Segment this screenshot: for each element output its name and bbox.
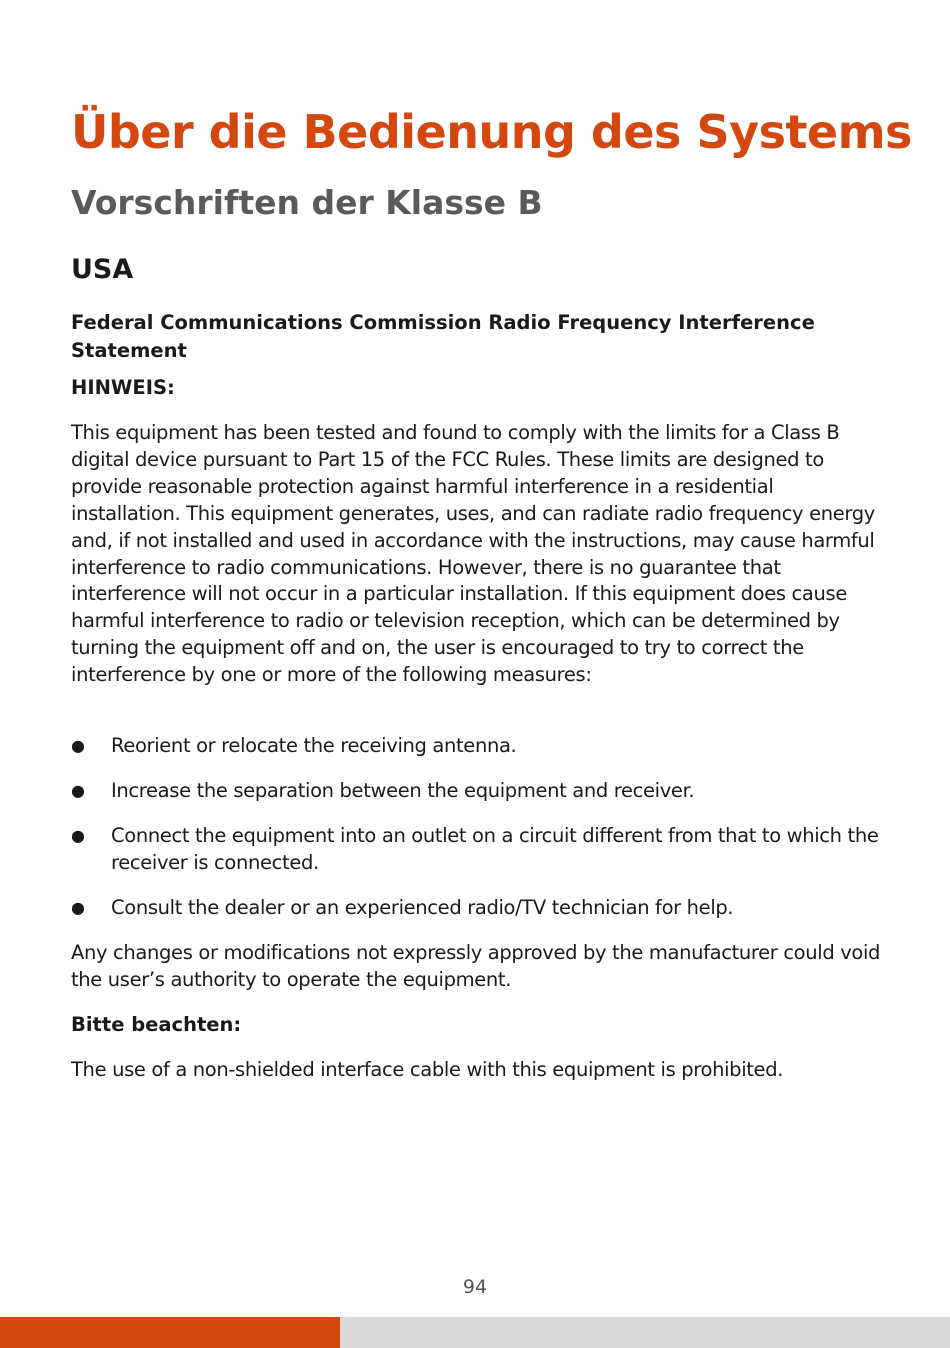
notice-paragraph: The use of a non-shielded interface cable with this equipment is prohibited.: [71, 1058, 784, 1081]
page-number: 94: [462, 1276, 488, 1298]
note-label: HINWEIS:: [71, 376, 175, 399]
footer-bar: [0, 1317, 950, 1348]
list-item: [71, 778, 886, 805]
bullet-icon: ●: [71, 736, 85, 755]
changes-paragraph: Any changes or modifications not expressly approved by the manufacturer could void the user’s authority to operate the equipment.: [71, 941, 881, 991]
list-item-text: Connect the equipment into an outlet on a circuit different from that to which the receiver is connected.: [111, 823, 879, 874]
list-item-text: Increase the separation between the equipment and receiver.: [111, 778, 695, 802]
list-item: [71, 823, 886, 877]
bullet-icon: ●: [71, 825, 85, 845]
list-item-text: Reorient or relocate the receiving antenna.: [111, 734, 517, 757]
subsection-title: USA: [71, 254, 134, 285]
measures-list: [71, 733, 886, 940]
bullet-icon: ●: [71, 897, 85, 917]
chapter-title: Über die Bedienung des Systems: [71, 105, 912, 159]
section-title: Vorschriften der Klasse B: [71, 183, 543, 222]
statement-title: Federal Communications Commission Radio Frequency Interference Statement: [71, 311, 815, 362]
fcc-body-paragraph: This equipment has been tested and found to comply with the limits for a Class B digital device pursuant to Part 15 of the FCC Rules. These limits are designed to provide reasonable protection against harmful interference in a residential installation. This equipment generates, uses, and can radiate radio frequency energy and, if not installed and used in accordance with the instructions, may cause harmful interference to radio communications. However, there is no guarantee that interference will not occur in a particular installation. If this equipment does cause harmful interference to radio or television reception, which can be determined by turning the equipment off and on, the user is encouraged to try to correct the interference by one or more of the following measures:: [71, 421, 875, 687]
bullet-icon: ●: [71, 780, 85, 800]
list-item: [71, 895, 886, 922]
notice-label: Bitte beachten:: [71, 1013, 242, 1036]
footer-accent-bar: [0, 1317, 340, 1348]
list-item-text: Consult the dealer or an experienced radio/TV technician for help.: [111, 895, 734, 919]
list-item: [71, 733, 886, 760]
